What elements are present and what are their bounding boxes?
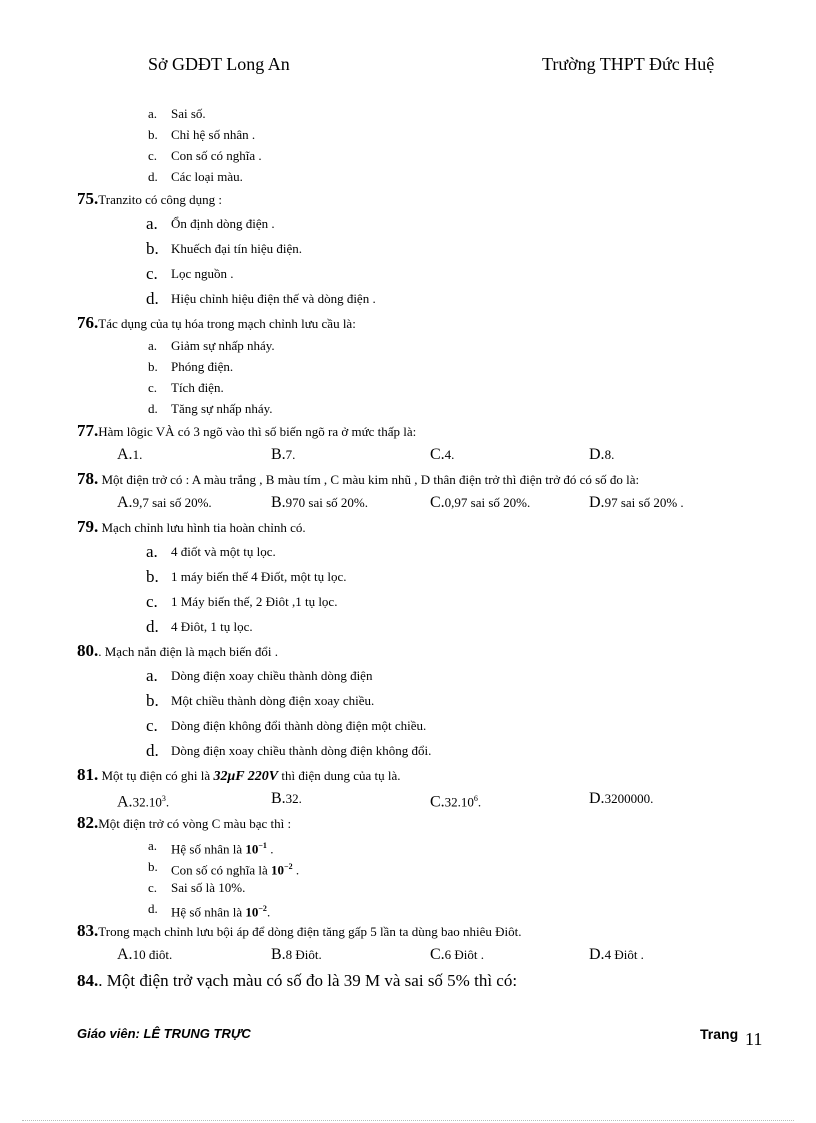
page-footer <box>0 1026 816 1050</box>
q81-options <box>0 787 816 811</box>
question-75: 75.Tranzito có công dụng : <box>77 189 222 208</box>
q78-option-b: B.970 sai số 20%. <box>271 494 369 511</box>
q82-option-d: d. Hệ số nhân là $10^{-2}$. <box>148 901 271 920</box>
question-84: 84.. Một điện trở vạch màu có số đo là 39 M và sai số 5% thì có: <box>77 971 518 990</box>
q83-option-c: C.6 Điôt . <box>430 946 485 963</box>
q74-option-a: a. Sai số. <box>148 106 206 121</box>
question-78: 78. Một điện trở có : A màu trắng , B màu tím , C màu kim nhũ , D thân điện trở thì điện trở đó có số đo là: <box>77 469 640 488</box>
q77-option-a: A.1. <box>117 446 143 463</box>
q80-option-b: b. Một chiều thành dòng điện xoay chiều. <box>146 691 375 710</box>
q79-option-a: a. 4 điốt và một tụ lọc. <box>146 542 276 561</box>
q76-option-b: b. Phóng điện. <box>148 359 234 374</box>
q83-option-a: A.10 điôt. <box>117 946 173 963</box>
q83-options <box>0 943 816 967</box>
page-content <box>0 103 816 995</box>
header-school: Trường THPT Đức Huệ <box>542 54 715 74</box>
q75-option-b: b. Khuếch đại tín hiệu điện. <box>146 239 303 258</box>
q75-option-a: a. Ổn định dòng điện . <box>146 214 275 233</box>
footer-page-number: 11 <box>745 1029 763 1049</box>
q79-option-b: b. 1 máy biến thế 4 Điốt, một tụ lọc. <box>146 567 347 586</box>
q83-option-d: D.4 Điôt . <box>589 946 644 963</box>
q80-option-c: c. Dòng điện không đổi thành dòng điện một chiều. <box>146 716 427 735</box>
q81-option-a: A.32.10$^3$. <box>117 793 170 811</box>
question-83: 83.Trong mạch chỉnh lưu bội áp để dòng điện tăng gấp 5 lần ta dùng bao nhiêu Điôt. <box>77 921 522 940</box>
q79-option-c: c. 1 Máy biến thế, 2 Điôt ,1 tụ lọc. <box>146 592 338 611</box>
q74-option-d: d. Các loại màu. <box>148 169 243 184</box>
header-department: Sở GDĐT Long An <box>148 54 290 74</box>
q75-option-c: c. Lọc nguồn . <box>146 264 234 283</box>
question-80: 80.. Mạch nắn điện là mạch biến đổi . <box>77 641 279 660</box>
q76-option-c: c. Tích điện. <box>148 380 224 395</box>
q75-option-d: d. Hiệu chỉnh hiệu điện thế và dòng điện . <box>146 289 376 308</box>
question-82: 82.Một điện trở có vòng C màu bạc thì : <box>77 813 292 832</box>
q81-option-b: B.32. <box>271 790 302 807</box>
q78-option-c: C.0,97 sai số 20%. <box>430 494 531 511</box>
q74-option-c: c. Con số có nghĩa . <box>148 148 262 163</box>
footer-page-label: Trang <box>700 1026 739 1042</box>
q82-option-a: a. Hệ số nhân là $10^{-1}$ . <box>148 838 274 857</box>
q77-option-c: C.4. <box>430 446 455 463</box>
q77-option-d: D.8. <box>589 446 615 463</box>
page-header <box>0 54 816 80</box>
q83-option-b: B.8 Điôt. <box>271 946 322 963</box>
q74-option-b: b. Chỉ hệ số nhân . <box>148 127 256 142</box>
q80-option-d: d. Dòng điện xoay chiều thành dòng điện không đổi. <box>146 741 432 760</box>
question-77: 77.Hàm lôgic VÀ có 3 ngõ vào thì số biến ngõ ra ở mức thấp là: <box>77 421 417 440</box>
q78-options <box>0 491 816 515</box>
q81-option-d: D.3200000. <box>589 790 654 807</box>
q76-option-d: d. Tăng sự nhấp nháy. <box>148 401 273 416</box>
q78-option-d: D.97 sai số 20% . <box>589 494 684 511</box>
q76-option-a: a. Giảm sự nhấp nháy. <box>148 338 275 353</box>
q81-option-c: C.32.10$^6$. <box>430 793 482 811</box>
question-79: 79. Mạch chỉnh lưu hình tia hoàn chỉnh có. <box>77 517 306 536</box>
q82-option-c: c. Sai số là 10%. <box>148 880 246 895</box>
footer-teacher: Giáo viên: LÊ TRUNG TRỰC <box>77 1026 251 1041</box>
q80-option-a: a. Dòng điện xoay chiều thành dòng điện <box>146 666 373 685</box>
capacitor-value: 32μF 220V <box>213 769 279 784</box>
bottom-divider <box>22 1120 794 1121</box>
q78-option-a: A.9,7 sai số 20%. <box>117 494 212 511</box>
question-76: 76.Tác dụng của tụ hóa trong mạch chỉnh lưu cầu là: <box>77 313 356 332</box>
q77-options <box>0 443 816 467</box>
q82-option-b: b. Con số có nghĩa là $10^{-2}$ . <box>148 859 300 878</box>
question-81: 81. Một tụ điện có ghi là 32μF 220V thì điện dung của tụ là. <box>77 765 401 784</box>
q79-option-d: d. 4 Điôt, 1 tụ lọc. <box>146 617 253 636</box>
q77-option-b: B.7. <box>271 446 296 463</box>
